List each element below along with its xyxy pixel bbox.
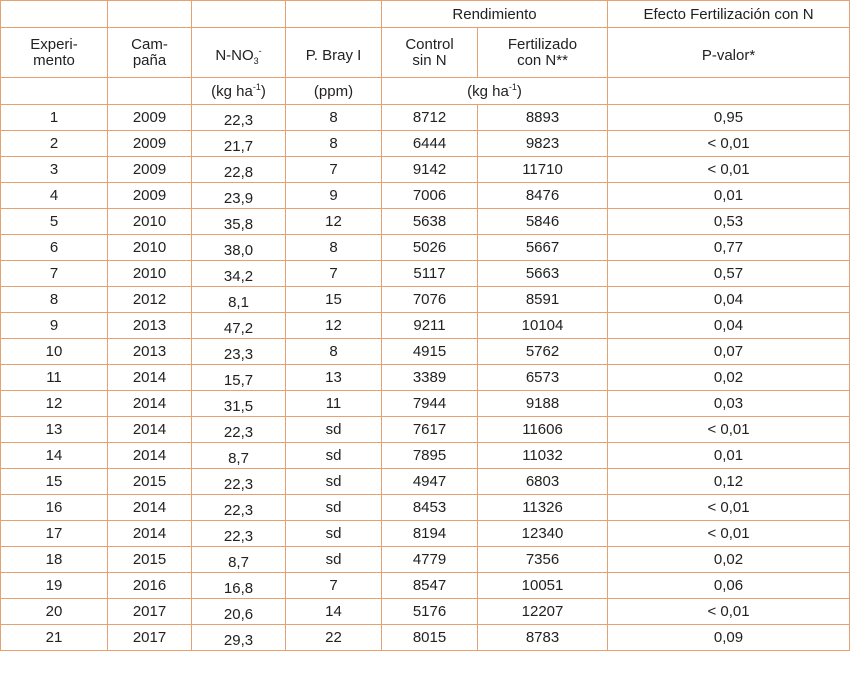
experimento-header: Experi- mento (1, 28, 108, 78)
pvalor-cell: 0,57 (608, 261, 850, 287)
fertilizado-cell: 11606 (478, 417, 608, 443)
control-cell: 5638 (382, 209, 478, 235)
campana-cell: 2015 (108, 469, 192, 495)
experimento-cell: 8 (1, 287, 108, 313)
fertilizado-cell: 11032 (478, 443, 608, 469)
control-cell: 5117 (382, 261, 478, 287)
campana-cell: 2010 (108, 209, 192, 235)
table-row (1, 417, 850, 443)
nno3-cell: 31,5 (192, 391, 286, 417)
nno3-cell: 16,8 (192, 573, 286, 599)
pbray-cell: 8 (286, 339, 382, 365)
control-cell: 7895 (382, 443, 478, 469)
pvalor-cell: 0,02 (608, 365, 850, 391)
control-cell: 9142 (382, 157, 478, 183)
column-header-row (1, 28, 850, 78)
efecto-group-header: Efecto Fertilización con N (608, 1, 850, 28)
pbray-header: P. Bray I (286, 28, 382, 78)
empty-cell (108, 1, 192, 28)
fertilizado-cell: 9188 (478, 391, 608, 417)
campana-cell: 2015 (108, 547, 192, 573)
fertilizado-cell: 8893 (478, 105, 608, 131)
pvalor-cell: 0,01 (608, 443, 850, 469)
pvalor-cell: < 0,01 (608, 521, 850, 547)
yield-unit: (kg $ha^{-1}$) (382, 78, 608, 105)
pvalor-cell: 0,07 (608, 339, 850, 365)
control-cell: 8547 (382, 573, 478, 599)
nno3-cell: 38,0 (192, 235, 286, 261)
rendimiento-group-header: Rendimiento (382, 1, 608, 28)
fertilizado-cell: 12207 (478, 599, 608, 625)
empty-cell (108, 78, 192, 105)
experimento-cell: 17 (1, 521, 108, 547)
pbray-cell: sd (286, 469, 382, 495)
pbray-cell: 13 (286, 365, 382, 391)
nno3-cell: 15,7 (192, 365, 286, 391)
control-cell: 7944 (382, 391, 478, 417)
campana-cell: 2012 (108, 287, 192, 313)
pbray-cell: 9 (286, 183, 382, 209)
campana-cell: 2016 (108, 573, 192, 599)
empty-cell (286, 1, 382, 28)
group-header-row (1, 1, 850, 28)
control-cell: 8015 (382, 625, 478, 651)
pbray-cell: 22 (286, 625, 382, 651)
table-row (1, 573, 850, 599)
table-row (1, 339, 850, 365)
pvalor-cell: < 0,01 (608, 599, 850, 625)
pbray-cell: 7 (286, 573, 382, 599)
experimento-cell: 16 (1, 495, 108, 521)
nno3-cell: 21,7 (192, 131, 286, 157)
control-cell: 7076 (382, 287, 478, 313)
pbray-cell: 14 (286, 599, 382, 625)
table-row (1, 443, 850, 469)
table-row (1, 105, 850, 131)
campana-cell: 2009 (108, 157, 192, 183)
pvalor-cell: 0,09 (608, 625, 850, 651)
nno3-cell: 35,8 (192, 209, 286, 235)
fertilizado-cell: 8591 (478, 287, 608, 313)
table-row (1, 521, 850, 547)
pbray-cell: sd (286, 547, 382, 573)
fertilizado-cell: 12340 (478, 521, 608, 547)
fertilizado-cell: 11326 (478, 495, 608, 521)
control-cell: 5176 (382, 599, 478, 625)
nno3-cell: 8,1 (192, 287, 286, 313)
fertilizado-cell: 5762 (478, 339, 608, 365)
pvalor-cell: 0,77 (608, 235, 850, 261)
campana-cell: 2014 (108, 365, 192, 391)
control-cell: 9211 (382, 313, 478, 339)
pbray-cell: 8 (286, 131, 382, 157)
table-row (1, 625, 850, 651)
experimento-cell: 9 (1, 313, 108, 339)
table-row (1, 235, 850, 261)
pbray-cell: 8 (286, 105, 382, 131)
pbray-cell: 15 (286, 287, 382, 313)
campana-cell: 2010 (108, 261, 192, 287)
campana-cell: 2017 (108, 625, 192, 651)
pvalor-cell: < 0,01 (608, 157, 850, 183)
experimento-cell: 1 (1, 105, 108, 131)
experimento-cell: 18 (1, 547, 108, 573)
pbray-cell: sd (286, 417, 382, 443)
control-cell: 8453 (382, 495, 478, 521)
fertilizado-cell: 9823 (478, 131, 608, 157)
campana-cell: 2009 (108, 105, 192, 131)
campana-cell: 2014 (108, 495, 192, 521)
table-row (1, 209, 850, 235)
pvalor-cell: < 0,01 (608, 495, 850, 521)
empty-cell (1, 78, 108, 105)
pbray-cell: sd (286, 443, 382, 469)
pvalor-cell: 0,06 (608, 573, 850, 599)
pvalor-header: P-valor* (608, 28, 850, 78)
campana-cell: 2014 (108, 443, 192, 469)
pbray-unit: (ppm) (286, 78, 382, 105)
fertilizado-cell: 6573 (478, 365, 608, 391)
table-row (1, 469, 850, 495)
pbray-cell: sd (286, 495, 382, 521)
control-cell: 4779 (382, 547, 478, 573)
nno3-cell: 22,3 (192, 417, 286, 443)
nno3-unit: (kg $ha^{-1}$) (192, 78, 286, 105)
table-row (1, 261, 850, 287)
campana-cell: 2017 (108, 599, 192, 625)
pbray-cell: 11 (286, 391, 382, 417)
fertilizado-header: Fertilizado con N** (478, 28, 608, 78)
control-header: Control sin N (382, 28, 478, 78)
units-row (1, 78, 850, 105)
pvalor-cell: 0,95 (608, 105, 850, 131)
pvalor-cell: 0,04 (608, 313, 850, 339)
experimento-cell: 14 (1, 443, 108, 469)
campana-cell: 2014 (108, 521, 192, 547)
table-body (1, 1, 850, 651)
experimento-cell: 5 (1, 209, 108, 235)
nno3-cell: 22,3 (192, 469, 286, 495)
experimento-cell: 12 (1, 391, 108, 417)
nno3-cell: 8,7 (192, 443, 286, 469)
pvalor-cell: < 0,01 (608, 417, 850, 443)
experimento-cell: 20 (1, 599, 108, 625)
experimento-cell: 19 (1, 573, 108, 599)
table-row (1, 287, 850, 313)
control-cell: 4947 (382, 469, 478, 495)
table-row (1, 157, 850, 183)
experimento-cell: 10 (1, 339, 108, 365)
pvalor-cell: 0,01 (608, 183, 850, 209)
pvalor-cell: 0,04 (608, 287, 850, 313)
experimento-cell: 21 (1, 625, 108, 651)
empty-cell (1, 1, 108, 28)
fertilizado-cell: 5667 (478, 235, 608, 261)
fertilizado-cell: 11710 (478, 157, 608, 183)
campana-cell: 2014 (108, 391, 192, 417)
empty-cell (608, 78, 850, 105)
experimento-cell: 6 (1, 235, 108, 261)
nno3-cell: 20,6 (192, 599, 286, 625)
control-cell: 7617 (382, 417, 478, 443)
nno3-cell: 22,3 (192, 521, 286, 547)
table-row (1, 313, 850, 339)
nno3-cell: 34,2 (192, 261, 286, 287)
fertilizado-cell: 8783 (478, 625, 608, 651)
campana-cell: 2009 (108, 131, 192, 157)
pbray-cell: 7 (286, 261, 382, 287)
nno3-cell: 23,9 (192, 183, 286, 209)
experimento-cell: 3 (1, 157, 108, 183)
fertilizado-cell: 5663 (478, 261, 608, 287)
nno3-cell: 22,8 (192, 157, 286, 183)
campana-cell: 2009 (108, 183, 192, 209)
fertilizado-cell: 7356 (478, 547, 608, 573)
campana-cell: 2013 (108, 339, 192, 365)
pvalor-cell: 0,02 (608, 547, 850, 573)
campana-cell: 2013 (108, 313, 192, 339)
pbray-cell: 12 (286, 209, 382, 235)
table-row (1, 599, 850, 625)
control-cell: 8712 (382, 105, 478, 131)
fertilizado-cell: 5846 (478, 209, 608, 235)
control-cell: 8194 (382, 521, 478, 547)
fertilizado-cell: 10104 (478, 313, 608, 339)
experimento-cell: 11 (1, 365, 108, 391)
campana-cell: 2014 (108, 417, 192, 443)
nno3-cell: 23,3 (192, 339, 286, 365)
pvalor-cell: < 0,01 (608, 131, 850, 157)
table-row (1, 131, 850, 157)
control-cell: 4915 (382, 339, 478, 365)
experimento-cell: 7 (1, 261, 108, 287)
table-row (1, 495, 850, 521)
control-cell: 7006 (382, 183, 478, 209)
table-row (1, 547, 850, 573)
pbray-cell: 12 (286, 313, 382, 339)
fertilizado-cell: 8476 (478, 183, 608, 209)
nno3-header: $N-NO_3^-$ (192, 28, 286, 78)
pbray-cell: 8 (286, 235, 382, 261)
pvalor-cell: 0,12 (608, 469, 850, 495)
fertilizado-cell: 6803 (478, 469, 608, 495)
fertilizado-cell: 10051 (478, 573, 608, 599)
nno3-cell: 47,2 (192, 313, 286, 339)
empty-cell (192, 1, 286, 28)
experimento-cell: 15 (1, 469, 108, 495)
nno3-cell: 29,3 (192, 625, 286, 651)
control-cell: 5026 (382, 235, 478, 261)
table-row (1, 391, 850, 417)
control-cell: 6444 (382, 131, 478, 157)
campana-cell: 2010 (108, 235, 192, 261)
pvalor-cell: 0,53 (608, 209, 850, 235)
pbray-cell: sd (286, 521, 382, 547)
control-cell: 3389 (382, 365, 478, 391)
table-row (1, 365, 850, 391)
nno3-cell: 8,7 (192, 547, 286, 573)
pvalor-cell: 0,03 (608, 391, 850, 417)
pbray-cell: 7 (286, 157, 382, 183)
experimento-cell: 2 (1, 131, 108, 157)
nno3-cell: 22,3 (192, 495, 286, 521)
campana-header: Cam- paña (108, 28, 192, 78)
experimento-cell: 4 (1, 183, 108, 209)
table-row (1, 183, 850, 209)
experimento-cell: 13 (1, 417, 108, 443)
nno3-cell: 22,3 (192, 105, 286, 131)
